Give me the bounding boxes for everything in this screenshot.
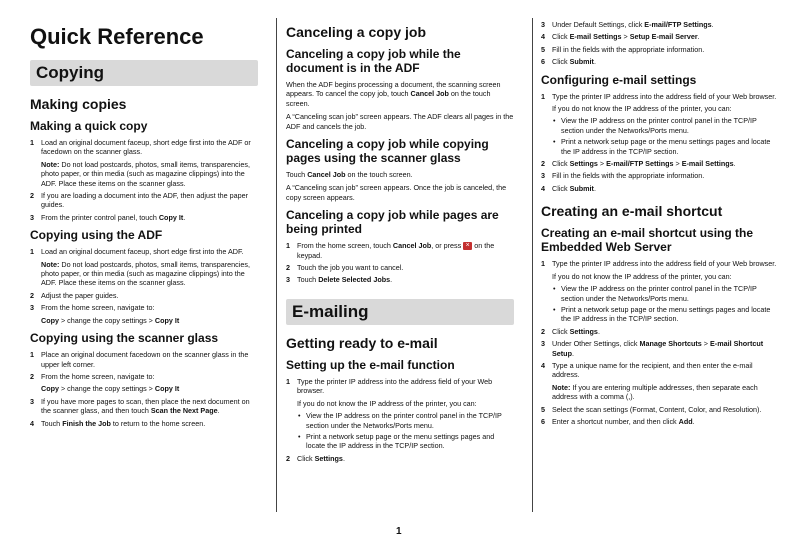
step: 3 From the home screen, navigate to: Copy > change the copy settings > Copy It: [30, 303, 258, 325]
step: 4 Type a unique name for the recipient, and then enter the e-mail address. Note: If you are entering multiple addresses, then separate each address with a comma (,).: [541, 361, 777, 402]
paragraph: A “Canceling scan job” screen appears. The ADF clears all pages in the ADF and cancels the job.: [286, 112, 514, 131]
bullet: • View the IP address on the printer control panel in the TCP/IP section under the Networks/Ports menu.: [552, 116, 777, 135]
heading-copy-adf: Copying using the ADF: [30, 228, 163, 243]
heading-shortcut-ews: Creating an e-mail shortcut using the Embedded Web Server: [541, 226, 754, 255]
heading-copy-glass: Copying using the scanner glass: [30, 331, 219, 346]
adf-steps: [30, 247, 258, 325]
note: Note: Do not load postcards, photos, small items, transparencies, photo paper, or thin media (such as magazine clippings) into the ADF. Place these items on the scanner glass.: [41, 259, 250, 288]
step: 1 Type the printer IP address into the address field of your Web browser. If you do not know the IP address of the printer, you can: • View the IP address on the printer control panel in the TCP/IP section under the Networks/Ports menu. • Print a network setup page or the menu settings pages and locate the IP address in the TCP/IP section.: [541, 92, 777, 156]
step: 5 Select the scan settings (Format, Content, Color, and Resolution).: [541, 404, 762, 414]
paragraph: If you do not know the IP address of the printer, you can:: [552, 271, 732, 281]
column-1: [30, 20, 258, 431]
section-band-emailing: E-mailing: [286, 299, 514, 325]
heading-create-shortcut: Creating an e-mail shortcut: [541, 203, 723, 220]
step: 1 Type the printer IP address into the address field of your Web browser. If you do not know the IP address of the printer, you can: • View the IP address on the printer control panel in the TCP/IP section under the Networks/Ports menu. • Print a network setup page or the menu settings pages and locate the IP address in the TCP/IP section.: [286, 377, 514, 451]
step: 3 Touch Delete Selected Jobs.: [286, 275, 393, 285]
paragraph: If you do not know the IP address of the printer, you can:: [297, 398, 477, 408]
paragraph: Touch Cancel Job on the touch screen.: [286, 170, 413, 180]
step: 4 Touch Finish the Job to return to the home screen.: [30, 418, 206, 428]
column-divider: [276, 18, 277, 512]
cancel-print-steps: [286, 241, 514, 285]
heading-cancel-copy: Canceling a copy job: [286, 24, 427, 40]
shortcut-steps: [541, 259, 777, 426]
column-divider: [532, 18, 533, 512]
heading-making-copies: Making copies: [30, 96, 127, 112]
step: 1 Type the printer IP address into the address field of your Web browser. If you do not know the IP address of the printer, you can: • View the IP address on the printer control panel in the TCP/IP section under the Networks/Ports menu. • Print a network setup page or the menu settings pages and locate the IP address in the TCP/IP section.: [541, 259, 777, 323]
bullet: • Print a network setup page or the menu settings pages and locate the IP address in the TCP/IP section.: [552, 137, 777, 156]
bullet-list: [552, 284, 777, 324]
step: 3 Fill in the fields with the appropriate information.: [541, 171, 705, 181]
quick-copy-steps: [30, 138, 258, 222]
bullet: • View the IP address on the printer control panel in the TCP/IP section under the Networks/Ports menu.: [552, 284, 777, 303]
step: 1 Place an original document facedown on the scanner glass in the upper left corner.: [30, 350, 249, 369]
bullet-list: [552, 116, 777, 156]
section-band-copying: Copying: [30, 60, 258, 86]
paragraph: When the ADF begins processing a document, the scanning screen appears. To cancel the copy job, touch Cancel Job on the touch screen.: [286, 80, 501, 108]
bullet: • Print a network setup page or the menu settings pages and locate the IP address in the TCP/IP section.: [297, 432, 514, 451]
note: Note: Do not load postcards, photos, small items, transparencies, photo paper, or thin media (such as magazine clippings) into the ADF. Place these items on the scanner glass.: [41, 159, 250, 188]
step: 3 Under Other Settings, click Manage Shortcuts > E-mail Shortcut Setup.: [541, 339, 764, 358]
bullet: • Print a network setup page or the menu settings pages and locate the IP address in the TCP/IP section.: [552, 305, 777, 324]
step: 2 Click Settings.: [286, 453, 345, 463]
setup-steps: [286, 377, 514, 463]
glass-steps: [30, 350, 258, 428]
page-number: 1: [396, 526, 402, 537]
step: 3 Under Default Settings, click E-mail/FTP Settings.: [541, 20, 714, 29]
note: Note: If you are entering multiple addresses, then separate each address with a comma (,).: [552, 382, 758, 402]
setup-steps-continued: [541, 20, 777, 67]
step: 4 Click Submit.: [541, 183, 596, 193]
stop-icon: ×: [463, 242, 472, 250]
heading-cancel-adf: Canceling a copy job while the document is in the ADF: [286, 47, 461, 75]
step: 3 From the printer control panel, touch Copy It.: [30, 212, 186, 222]
step: 1 Load an original document faceup, short edge first into the ADF. Note: Do not load postcards, photos, small items, transparencies, photo paper, or thin media (such as magazine clippings) into the ADF. Place these items on the scanner glass.: [30, 247, 258, 288]
heading-quick-copy: Making a quick copy: [30, 119, 148, 133]
step: 2 Click Settings > E-mail/FTP Settings > E-mail Settings.: [541, 159, 736, 169]
step: 2 If you are loading a document into the ADF, then adjust the paper guides.: [30, 191, 248, 210]
step: 3 If you have more pages to scan, then place the next document on the scanner glass, and then touch Scan the Next Page.: [30, 396, 250, 416]
step: 2 Adjust the paper guides.: [30, 290, 119, 300]
heading-cancel-glass: Canceling a copy job while copying pages using the scanner glass: [286, 137, 489, 166]
step: 1 From the home screen, touch Cancel Job, or press × on the keypad.: [286, 241, 495, 260]
step: 2 Click Settings.: [541, 326, 600, 336]
column-3: [541, 20, 777, 429]
bullet-list: [297, 411, 514, 451]
step: 5 Fill in the fields with the appropriate information.: [541, 44, 705, 54]
menu-path: Copy > change the copy settings > Copy It: [41, 315, 180, 325]
menu-path: Copy > change the copy settings > Copy It: [41, 384, 180, 394]
heading-cancel-printing: Canceling a copy job while pages are being printed: [286, 208, 499, 237]
heading-configure-email: Configuring e-mail settings: [541, 72, 697, 87]
step: 6 Enter a shortcut number, and then click Add.: [541, 416, 695, 426]
paragraph: A “Canceling scan job” screen appears. Once the job is canceled, the copy screen appears.: [286, 183, 507, 202]
step: 2 From the home screen, navigate to: Copy > change the copy settings > Copy It: [30, 372, 258, 394]
page-title: Quick Reference: [30, 24, 204, 49]
step: 2 Touch the job you want to cancel.: [286, 263, 404, 273]
step: 4 Click E-mail Settings > Setup E-mail Server.: [541, 32, 700, 42]
bullet: • View the IP address on the printer control panel in the TCP/IP section under the Networks/Ports menu.: [297, 411, 514, 430]
paragraph: If you do not know the IP address of the printer, you can:: [552, 104, 732, 114]
step: 1 Load an original document faceup, short edge first into the ADF or facedown on the scanner glass. Note: Do not load postcards, photos, small items, transparencies, photo paper, or thin media (such as magazine clippings) into the ADF. Place these items on the scanner glass.: [30, 138, 258, 188]
configure-steps: [541, 92, 777, 194]
heading-setup-email: Setting up the e-mail function: [286, 357, 455, 372]
heading-getting-ready: Getting ready to e-mail: [286, 334, 438, 351]
column-2: [286, 20, 514, 466]
step: 6 Click Submit.: [541, 57, 596, 67]
